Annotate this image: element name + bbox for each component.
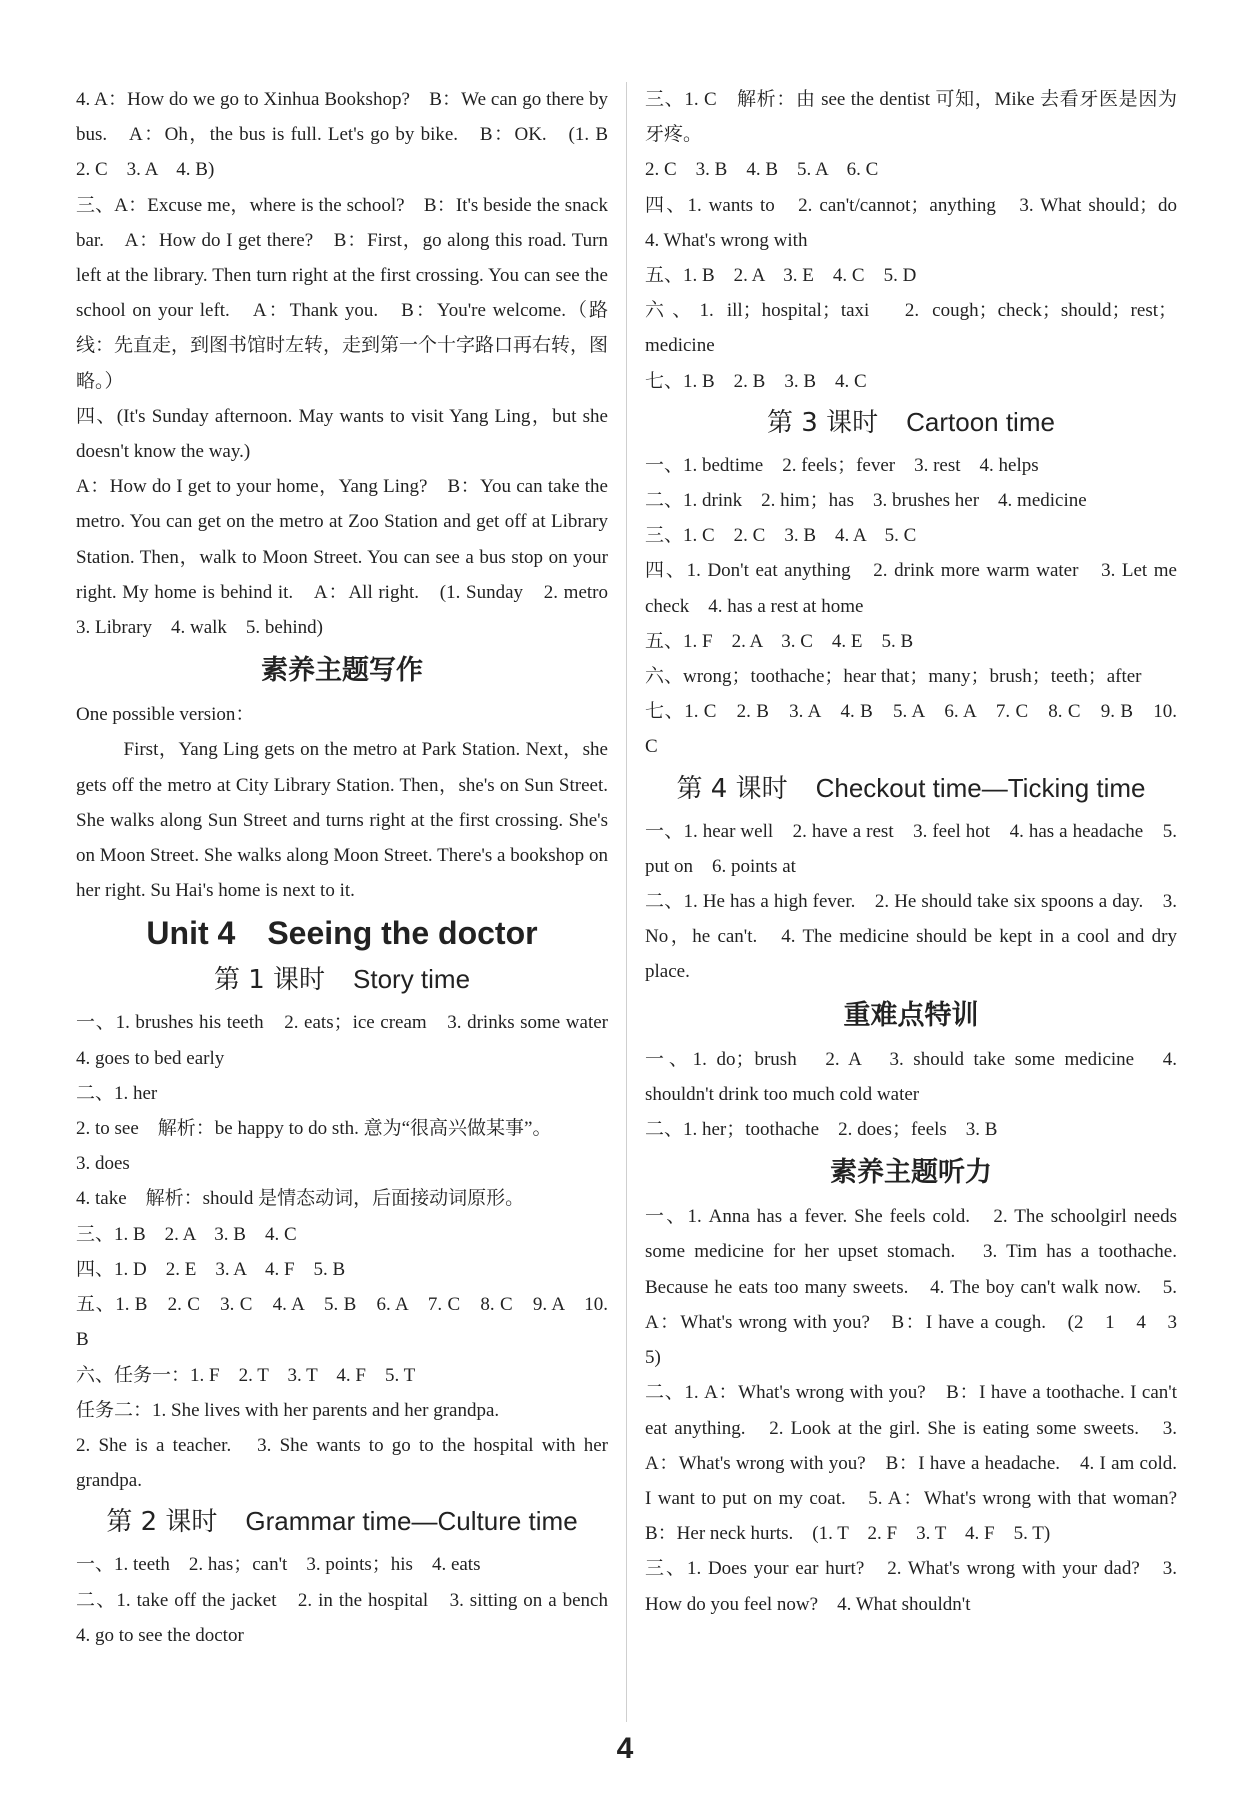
answer-line: 六、wrong；toothache；hear that；many；brush；teeth；after [645, 666, 1142, 688]
lesson-title: Cartoon time [906, 406, 1055, 437]
lesson-number: 第 2 课时 [106, 1507, 218, 1538]
answer-line: 二、1. take off the jacket 2. in the hospital 3. sitting on a bench 4. go to see the doctor [76, 1589, 628, 1646]
answer-line: 一、1. do；brush 2. A 3. should take some medicine 4. shouldn't drink too much cold water [645, 1048, 1177, 1105]
lesson-heading [76, 956, 608, 1003]
listening-heading: 素养主题听力 [830, 1157, 992, 1189]
answer-line: 一、1. brushes his teeth 2. eats；ice cream 3. drinks some water 4. goes to bed early [76, 1012, 628, 1069]
answer-line: 四、1. wants to 2. can't/cannot；anything 3. What should；do 4. What's wrong with [645, 194, 1197, 251]
answer-line: 五、1. B 2. A 3. E 4. C 5. D [645, 265, 917, 287]
left-column [76, 82, 628, 1653]
answer-line: 2. to see 解析：be happy to do sth. 意为“很高兴做某事”。 [76, 1118, 552, 1140]
lesson-number: 第 1 课时 [213, 965, 326, 996]
answer-line: 二、1. drink 2. him；has 3. brushes her 4. medicine [645, 490, 1087, 512]
answer-line: 一、1. bedtime 2. feels；fever 3. rest 4. helps [645, 454, 1039, 476]
answer-paragraph: 三、A：Excuse me，where is the school? B：It's beside the snack bar. A：How do I get there? B：First，go along this road. Turn left at the library. Then turn right at the first crossing. You can see the school on your left. A：Thank you. B：You're welcome.（路线：先直走，到图书馆时左转，走到第一个十字路口再右转，图略。） [76, 194, 609, 392]
lesson-title: Story time [353, 964, 471, 995]
answer-line: 3. does [76, 1153, 130, 1175]
answer-paragraph: 三、1. Does your ear hurt? 2. What's wrong with your dad? 3. How do you feel now? 4. What shouldn't [645, 1558, 1177, 1615]
answer-line: 四、1. Don't eat anything 2. drink more warm water 3. Let me check 4. has a rest at home [645, 560, 1177, 617]
lesson-heading [645, 399, 1177, 446]
unit-title: Unit 4 Seeing the doctor [146, 915, 538, 952]
column-divider [626, 82, 627, 1722]
answer-line: 四、1. D 2. E 3. A 4. F 5. B [76, 1258, 346, 1280]
lesson-title: Checkout time—Ticking time [815, 772, 1146, 803]
answer-paragraph: 四、(It's Sunday afternoon. May wants to visit Yang Ling，but she doesn't know the way.) [76, 405, 608, 463]
answer-line: 五、1. B 2. C 3. C 4. A 5. B 6. A 7. C 8. C 9. A 10. B [76, 1294, 608, 1351]
answer-line: 2. She is a teacher. 3. She wants to go to the hospital with her grandpa. [76, 1434, 608, 1492]
lesson-number: 第 4 课时 [676, 773, 788, 804]
answer-paragraph: 一、1. Anna has a fever. She feels cold. 2. The schoolgirl needs some medicine for her upset stomach. 3. Tim has a toothache. Because he eats too many sweets. 4. The boy can't walk now. 5. A：What's wrong with you? B：I have a cough. (2 1 4 3 5) [645, 1206, 1197, 1369]
answer-line: 三、1. B 2. A 3. B 4. C [76, 1223, 297, 1245]
answer-line: 六、1. ill；hospital；taxi 2. cough；check；should；rest；medicine [645, 300, 1177, 357]
writing-heading: 素养主题写作 [261, 655, 423, 687]
page-number: 4 [616, 1732, 634, 1765]
answer-line: 二、1. her；toothache 2. does；feels 3. B [645, 1119, 998, 1141]
answer-line: 2. C 3. B 4. B 5. A 6. C [645, 159, 879, 181]
writing-sample: First，Yang Ling gets on the metro at Park Station. Next，she gets off the metro at City Library Station. Then，she's on Sun Street. She walks along Sun Street and turns right at the first crossing. She's on Moon Street. She walks along Moon Street. There's a bookshop on her right. Su Hai's home is next to it. [76, 739, 608, 902]
focus-heading: 重难点特训 [843, 999, 979, 1031]
lesson-title: Grammar time—Culture time [245, 1506, 578, 1537]
answer-paragraph: A：How do I get to your home，Yang Ling? B：You can take the metro. You can get on the metro at Zoo Station and get off at Library Station. Then，walk to Moon Street. You can see a bus stop on your right. My home is behind it. A：All right. (1. Sunday 2. metro 3. Library 4. walk 5. behind) [76, 476, 628, 639]
answer-line: 七、1. C 2. B 3. A 4. B 5. A 6. A 7. C 8. C 9. B 10. C [645, 701, 1177, 758]
answer-line: 六、任务一：1. F 2. T 3. T 4. F 5. T [76, 1364, 416, 1386]
right-column [645, 82, 1197, 1622]
answer-line: 二、1. He has a high fever. 2. He should take six spoons a day. 3. No，he can't. 4. The medicine should be kept in a cool and dry place. [645, 891, 1177, 983]
answer-line: 4. take 解析：should 是情态动词，后面接动词原形。 [76, 1188, 525, 1210]
answer-paragraph: 二、1. A：What's wrong with you? B：I have a toothache. I can't eat anything. 2. Look at the girl. She is eating some sweets. 3. A：What's wrong with you? B：I have a headache. 4. I am cold. I want to put on my coat. 5. A：What's wrong with that woman? B：Her neck hurts. (1. T 2. F 3. T 4. F 5. T) [645, 1382, 1197, 1545]
answer-paragraph: 4. A：How do we go to Xinhua Bookshop? B：We can go there by bus. A：Oh，the bus is full. Let's go by bike. B：OK. (1. B 2. C 3. A 4. B) [76, 89, 628, 181]
answer-line: 三、1. C 解析：由 see the dentist 可知，Mike 去看牙医是因为牙疼。 [645, 89, 1177, 146]
answer-line: 二、1. her [76, 1082, 158, 1104]
answer-line: 七、1. B 2. B 3. B 4. C [645, 370, 867, 392]
writing-intro: One possible version： [76, 704, 255, 726]
answer-line: 五、1. F 2. A 3. C 4. E 5. B [645, 630, 914, 652]
lesson-heading [645, 765, 1177, 812]
answer-line: 三、1. C 2. C 3. B 4. A 5. C [645, 525, 917, 547]
answer-line: 一、1. teeth 2. has；can't 3. points；his 4. eats [76, 1554, 481, 1576]
answer-line: 一、1. hear well 2. have a rest 3. feel hot 4. has a headache 5. put on 6. points at [645, 820, 1177, 877]
answer-line: 任务二：1. She lives with her parents and her grandpa. [76, 1399, 500, 1421]
lesson-heading [76, 1498, 608, 1545]
lesson-number: 第 3 课时 [767, 407, 879, 438]
